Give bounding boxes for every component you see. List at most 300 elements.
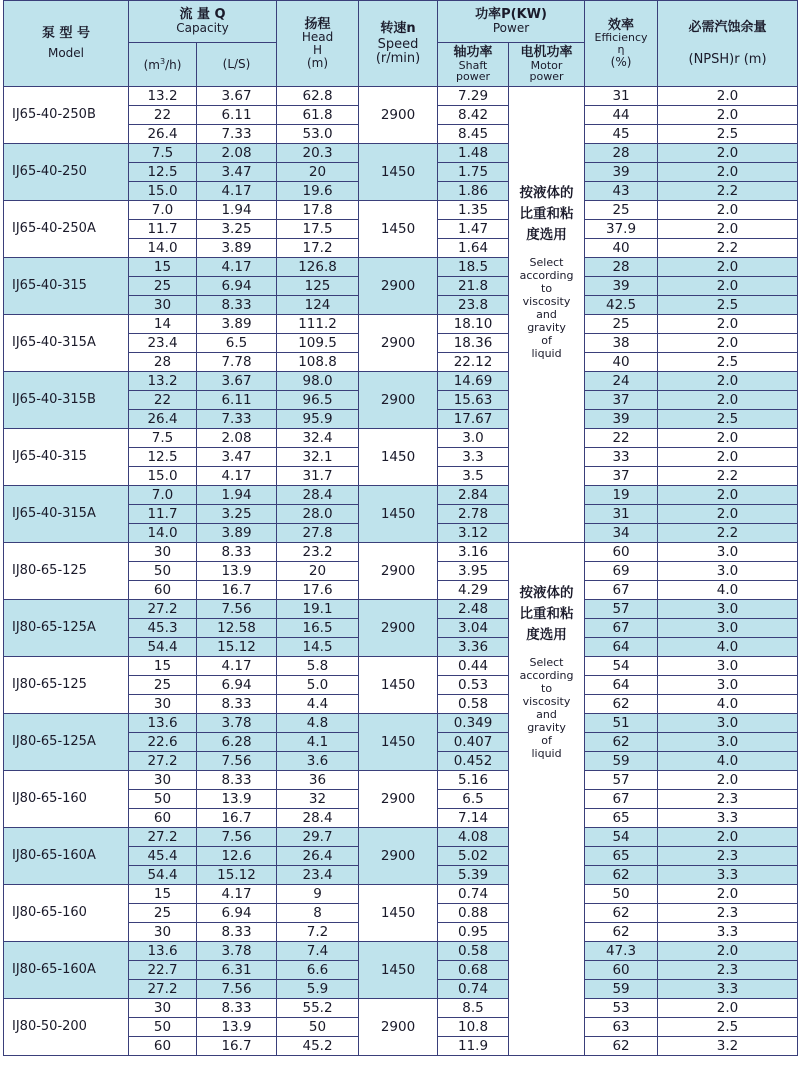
head-cell: 20.3 — [277, 144, 359, 163]
npsh-cell: 2.0 — [658, 144, 798, 163]
capacity-ls-cell: 15.12 — [197, 638, 277, 657]
npsh-cell: 2.0 — [658, 277, 798, 296]
speed-cell: 2900 — [359, 600, 438, 657]
head-cell: 36 — [277, 771, 359, 790]
npsh-cell: 3.2 — [658, 1037, 798, 1056]
efficiency-cell: 67 — [585, 581, 658, 600]
head-cell: 53.0 — [277, 125, 359, 144]
head-cell: 95.9 — [277, 410, 359, 429]
table-header — [4, 1, 798, 87]
shaft-power-cell: 8.45 — [438, 125, 509, 144]
npsh-cell: 2.0 — [658, 258, 798, 277]
efficiency-cell: 62 — [585, 866, 658, 885]
header-motor-en1: Motor — [530, 58, 563, 72]
head-cell: 23.4 — [277, 866, 359, 885]
head-cell: 3.6 — [277, 752, 359, 771]
head-cell: 29.7 — [277, 828, 359, 847]
capacity-m3h-cell: 11.7 — [129, 220, 197, 239]
efficiency-cell: 62 — [585, 695, 658, 714]
npsh-cell: 2.0 — [658, 163, 798, 182]
table-row — [4, 144, 798, 163]
capacity-ls-cell: 6.28 — [197, 733, 277, 752]
header-speed-unit: (r/min) — [375, 50, 421, 66]
shaft-power-cell: 17.67 — [438, 410, 509, 429]
npsh-cell: 2.0 — [658, 315, 798, 334]
capacity-ls-cell: 16.7 — [197, 809, 277, 828]
capacity-ls-cell: 15.12 — [197, 866, 277, 885]
efficiency-cell: 54 — [585, 828, 658, 847]
npsh-cell: 3.0 — [658, 619, 798, 638]
shaft-power-cell: 21.8 — [438, 277, 509, 296]
table-row — [4, 372, 798, 391]
npsh-cell: 2.5 — [658, 353, 798, 372]
capacity-ls-cell: 7.56 — [197, 828, 277, 847]
npsh-cell: 3.3 — [658, 809, 798, 828]
capacity-m3h-cell: 11.7 — [129, 505, 197, 524]
model-cell: IJ65-40-250 — [4, 144, 129, 201]
table-row — [4, 999, 798, 1018]
note-en-word: and — [536, 708, 557, 721]
speed-cell: 2900 — [359, 315, 438, 372]
efficiency-cell: 22 — [585, 429, 658, 448]
speed-cell: 1450 — [359, 657, 438, 714]
note-en-word: viscosity — [522, 695, 571, 708]
capacity-ls-cell: 6.5 — [197, 334, 277, 353]
shaft-power-cell: 1.48 — [438, 144, 509, 163]
capacity-m3h-cell: 15 — [129, 657, 197, 676]
npsh-cell: 2.0 — [658, 448, 798, 467]
npsh-cell: 2.0 — [658, 505, 798, 524]
capacity-ls-cell: 3.89 — [197, 239, 277, 258]
table-row — [4, 771, 798, 790]
capacity-ls-cell: 8.33 — [197, 296, 277, 315]
capacity-m3h-cell: 12.5 — [129, 448, 197, 467]
capacity-ls-cell: 6.31 — [197, 961, 277, 980]
note-zh-line: 比重和粘 — [519, 206, 574, 222]
shaft-power-cell: 1.75 — [438, 163, 509, 182]
npsh-cell: 3.0 — [658, 676, 798, 695]
capacity-ls-cell: 6.94 — [197, 904, 277, 923]
shaft-power-cell: 0.74 — [438, 885, 509, 904]
head-cell: 45.2 — [277, 1037, 359, 1056]
capacity-ls-cell: 12.58 — [197, 619, 277, 638]
head-cell: 5.9 — [277, 980, 359, 999]
header-head — [277, 1, 359, 87]
header-head-en: Head — [301, 30, 334, 45]
head-cell: 5.0 — [277, 676, 359, 695]
note-en-word: to — [541, 282, 553, 295]
efficiency-cell: 43 — [585, 182, 658, 201]
header-motor-power — [509, 43, 585, 87]
shaft-power-cell: 4.08 — [438, 828, 509, 847]
capacity-ls-cell: 8.33 — [197, 923, 277, 942]
npsh-cell: 3.0 — [658, 714, 798, 733]
head-cell: 5.8 — [277, 657, 359, 676]
shaft-power-cell: 0.407 — [438, 733, 509, 752]
head-cell: 20 — [277, 163, 359, 182]
table-row — [4, 315, 798, 334]
shaft-power-cell: 3.16 — [438, 543, 509, 562]
efficiency-cell: 65 — [585, 847, 658, 866]
shaft-power-cell: 0.58 — [438, 942, 509, 961]
table-row — [4, 828, 798, 847]
capacity-m3h-cell: 15.0 — [129, 467, 197, 486]
header-efficiency-symbol: η — [617, 43, 625, 57]
header-head-zh: 扬程 — [304, 16, 331, 32]
npsh-cell: 2.0 — [658, 106, 798, 125]
speed-cell: 1450 — [359, 486, 438, 543]
header-npsh-en: (NPSH)r (m) — [688, 51, 767, 67]
model-cell: IJ65-40-315 — [4, 258, 129, 315]
shaft-power-cell: 0.68 — [438, 961, 509, 980]
capacity-ls-cell: 7.33 — [197, 125, 277, 144]
shaft-power-cell: 18.5 — [438, 258, 509, 277]
capacity-m3h-cell: 13.2 — [129, 87, 197, 106]
table-row — [4, 258, 798, 277]
efficiency-cell: 31 — [585, 505, 658, 524]
head-cell: 32 — [277, 790, 359, 809]
npsh-cell: 4.0 — [658, 581, 798, 600]
capacity-m3h-cell: 22 — [129, 106, 197, 125]
header-efficiency-unit: (%) — [610, 54, 632, 69]
note-en-word: according — [519, 269, 574, 282]
capacity-ls-cell: 3.25 — [197, 505, 277, 524]
note-zh-line: 度选用 — [526, 227, 567, 243]
npsh-cell: 2.0 — [658, 771, 798, 790]
efficiency-cell: 37 — [585, 467, 658, 486]
npsh-cell: 2.2 — [658, 524, 798, 543]
capacity-m3h-cell: 23.4 — [129, 334, 197, 353]
efficiency-cell: 63 — [585, 1018, 658, 1037]
table-row — [4, 201, 798, 220]
header-shaft-power — [438, 43, 509, 87]
capacity-ls-cell: 7.33 — [197, 410, 277, 429]
npsh-cell: 3.0 — [658, 600, 798, 619]
head-cell: 125 — [277, 277, 359, 296]
motor-power-note-bottom — [509, 543, 585, 1056]
shaft-power-cell: 10.8 — [438, 1018, 509, 1037]
shaft-power-cell: 1.64 — [438, 239, 509, 258]
note-en-word: Select — [529, 656, 564, 669]
shaft-power-cell: 8.42 — [438, 106, 509, 125]
capacity-ls-cell: 4.17 — [197, 258, 277, 277]
head-cell: 20 — [277, 562, 359, 581]
note-en-word: according — [519, 669, 574, 682]
unit-ls: (L/S) — [222, 57, 251, 72]
head-cell: 17.2 — [277, 239, 359, 258]
shaft-power-cell: 1.47 — [438, 220, 509, 239]
head-cell: 28.4 — [277, 486, 359, 505]
capacity-m3h-cell: 13.6 — [129, 714, 197, 733]
capacity-ls-cell: 3.25 — [197, 220, 277, 239]
speed-cell: 1450 — [359, 714, 438, 771]
header-capacity-zh: 流 量 Q — [179, 7, 226, 23]
head-cell: 126.8 — [277, 258, 359, 277]
shaft-power-cell: 3.3 — [438, 448, 509, 467]
head-cell: 28.0 — [277, 505, 359, 524]
capacity-m3h-cell: 45.4 — [129, 847, 197, 866]
header-motor-en2: power — [529, 70, 564, 84]
capacity-ls-cell: 16.7 — [197, 1037, 277, 1056]
npsh-cell: 4.0 — [658, 695, 798, 714]
shaft-power-cell: 1.35 — [438, 201, 509, 220]
head-cell: 96.5 — [277, 391, 359, 410]
header-power-en: Power — [492, 21, 530, 36]
capacity-ls-cell: 4.17 — [197, 885, 277, 904]
note-en-word: viscosity — [522, 295, 571, 308]
shaft-power-cell: 3.12 — [438, 524, 509, 543]
capacity-ls-cell: 3.67 — [197, 87, 277, 106]
shaft-power-cell: 3.95 — [438, 562, 509, 581]
shaft-power-cell: 0.88 — [438, 904, 509, 923]
efficiency-cell: 54 — [585, 657, 658, 676]
note-en-word: to — [541, 682, 553, 695]
note-zh-line: 度选用 — [526, 627, 567, 643]
npsh-cell: 2.2 — [658, 239, 798, 258]
capacity-ls-cell: 7.56 — [197, 752, 277, 771]
efficiency-cell: 25 — [585, 315, 658, 334]
header-npsh-zh: 必需汽蚀余量 — [688, 19, 767, 35]
capacity-ls-cell: 3.89 — [197, 315, 277, 334]
efficiency-cell: 39 — [585, 410, 658, 429]
shaft-power-cell: 7.14 — [438, 809, 509, 828]
npsh-cell: 3.3 — [658, 980, 798, 999]
capacity-m3h-cell: 15.0 — [129, 182, 197, 201]
shaft-power-cell: 7.29 — [438, 87, 509, 106]
head-cell: 17.6 — [277, 581, 359, 600]
head-cell: 124 — [277, 296, 359, 315]
capacity-m3h-cell: 22 — [129, 391, 197, 410]
speed-cell: 2900 — [359, 543, 438, 600]
capacity-m3h-cell: 14.0 — [129, 524, 197, 543]
shaft-power-cell: 3.36 — [438, 638, 509, 657]
head-cell: 55.2 — [277, 999, 359, 1018]
capacity-m3h-cell: 7.5 — [129, 144, 197, 163]
efficiency-cell: 62 — [585, 1037, 658, 1056]
head-cell: 28.4 — [277, 809, 359, 828]
speed-cell: 2900 — [359, 372, 438, 429]
head-cell: 50 — [277, 1018, 359, 1037]
model-cell: IJ80-50-200 — [4, 999, 129, 1056]
capacity-m3h-cell: 12.5 — [129, 163, 197, 182]
shaft-power-cell: 15.63 — [438, 391, 509, 410]
capacity-ls-cell: 1.94 — [197, 486, 277, 505]
efficiency-cell: 28 — [585, 144, 658, 163]
capacity-m3h-cell: 14.0 — [129, 239, 197, 258]
npsh-cell: 2.3 — [658, 961, 798, 980]
capacity-m3h-cell: 28 — [129, 353, 197, 372]
capacity-ls-cell: 4.17 — [197, 182, 277, 201]
head-cell: 7.2 — [277, 923, 359, 942]
speed-cell: 1450 — [359, 201, 438, 258]
speed-cell: 2900 — [359, 828, 438, 885]
note-en-word: Select — [529, 256, 564, 269]
npsh-cell: 2.0 — [658, 942, 798, 961]
note-zh-line: 按液体的 — [519, 185, 574, 201]
header-unit-m3h — [129, 43, 197, 87]
efficiency-cell: 39 — [585, 163, 658, 182]
npsh-cell: 4.0 — [658, 752, 798, 771]
model-cell: IJ65-40-250A — [4, 201, 129, 258]
npsh-cell: 2.5 — [658, 1018, 798, 1037]
note-en-word: liquid — [531, 747, 562, 760]
model-cell: IJ65-40-315 — [4, 429, 129, 486]
shaft-power-cell: 0.349 — [438, 714, 509, 733]
capacity-ls-cell: 7.78 — [197, 353, 277, 372]
header-head-unit: (m) — [306, 55, 329, 70]
npsh-cell: 2.5 — [658, 410, 798, 429]
efficiency-cell: 25 — [585, 201, 658, 220]
efficiency-cell: 42.5 — [585, 296, 658, 315]
capacity-m3h-cell: 22.6 — [129, 733, 197, 752]
model-cell: IJ65-40-315B — [4, 372, 129, 429]
shaft-power-cell: 0.53 — [438, 676, 509, 695]
capacity-m3h-cell: 25 — [129, 277, 197, 296]
speed-cell: 1450 — [359, 144, 438, 201]
model-cell: IJ65-40-250B — [4, 87, 129, 144]
head-cell: 14.5 — [277, 638, 359, 657]
npsh-cell: 2.2 — [658, 182, 798, 201]
header-power-zh: 功率P(KW) — [475, 7, 547, 23]
efficiency-cell: 47.3 — [585, 942, 658, 961]
capacity-m3h-cell: 13.6 — [129, 942, 197, 961]
capacity-m3h-cell: 54.4 — [129, 638, 197, 657]
npsh-cell: 2.3 — [658, 790, 798, 809]
capacity-m3h-cell: 26.4 — [129, 125, 197, 144]
efficiency-cell: 57 — [585, 600, 658, 619]
shaft-power-cell: 0.58 — [438, 695, 509, 714]
npsh-cell: 2.3 — [658, 904, 798, 923]
capacity-m3h-cell: 15 — [129, 885, 197, 904]
head-cell: 31.7 — [277, 467, 359, 486]
efficiency-cell: 60 — [585, 543, 658, 562]
head-cell: 98.0 — [277, 372, 359, 391]
capacity-ls-cell: 3.89 — [197, 524, 277, 543]
table-row — [4, 429, 798, 448]
capacity-m3h-cell: 30 — [129, 695, 197, 714]
head-cell: 26.4 — [277, 847, 359, 866]
capacity-ls-cell: 6.11 — [197, 391, 277, 410]
shaft-power-cell: 1.86 — [438, 182, 509, 201]
efficiency-cell: 53 — [585, 999, 658, 1018]
header-unit-ls — [197, 43, 277, 87]
header-npsh — [658, 1, 798, 87]
head-cell: 32.1 — [277, 448, 359, 467]
capacity-m3h-cell: 54.4 — [129, 866, 197, 885]
capacity-ls-cell: 1.94 — [197, 201, 277, 220]
efficiency-cell: 64 — [585, 676, 658, 695]
npsh-cell: 3.0 — [658, 543, 798, 562]
efficiency-cell: 67 — [585, 790, 658, 809]
header-model-en: Model — [47, 46, 85, 61]
efficiency-cell: 67 — [585, 619, 658, 638]
table-row — [4, 600, 798, 619]
efficiency-cell: 45 — [585, 125, 658, 144]
npsh-cell: 2.2 — [658, 467, 798, 486]
efficiency-cell: 33 — [585, 448, 658, 467]
efficiency-cell: 50 — [585, 885, 658, 904]
header-model-zh: 泵 型 号 — [41, 26, 91, 42]
npsh-cell: 2.0 — [658, 429, 798, 448]
efficiency-cell: 38 — [585, 334, 658, 353]
capacity-m3h-cell: 26.4 — [129, 410, 197, 429]
header-motor-zh: 电机功率 — [520, 45, 573, 61]
shaft-power-cell: 5.02 — [438, 847, 509, 866]
speed-cell: 1450 — [359, 429, 438, 486]
capacity-ls-cell: 4.17 — [197, 467, 277, 486]
head-cell: 19.6 — [277, 182, 359, 201]
efficiency-cell: 62 — [585, 904, 658, 923]
capacity-ls-cell: 8.33 — [197, 695, 277, 714]
table-row — [4, 942, 798, 961]
header-model — [4, 1, 129, 87]
shaft-power-cell: 2.84 — [438, 486, 509, 505]
efficiency-cell: 37.9 — [585, 220, 658, 239]
efficiency-cell: 39 — [585, 277, 658, 296]
note-zh-line: 比重和粘 — [519, 606, 574, 622]
head-cell: 4.1 — [277, 733, 359, 752]
model-cell: IJ80-65-125 — [4, 657, 129, 714]
shaft-power-cell: 23.8 — [438, 296, 509, 315]
header-shaft-en2: power — [456, 70, 491, 84]
capacity-m3h-cell: 45.3 — [129, 619, 197, 638]
header-head-symbol: H — [313, 43, 323, 58]
shaft-power-cell: 14.69 — [438, 372, 509, 391]
efficiency-cell: 59 — [585, 752, 658, 771]
capacity-ls-cell: 13.9 — [197, 562, 277, 581]
capacity-m3h-cell: 30 — [129, 543, 197, 562]
npsh-cell: 2.0 — [658, 828, 798, 847]
shaft-power-cell: 4.29 — [438, 581, 509, 600]
note-en-word: and — [536, 308, 557, 321]
model-cell: IJ80-65-125 — [4, 543, 129, 600]
model-cell: IJ80-65-160A — [4, 828, 129, 885]
npsh-cell: 3.0 — [658, 657, 798, 676]
shaft-power-cell: 5.39 — [438, 866, 509, 885]
capacity-ls-cell: 3.78 — [197, 942, 277, 961]
capacity-ls-cell: 2.08 — [197, 144, 277, 163]
model-cell: IJ80-65-160 — [4, 771, 129, 828]
head-cell: 109.5 — [277, 334, 359, 353]
shaft-power-cell: 0.452 — [438, 752, 509, 771]
shaft-power-cell: 3.04 — [438, 619, 509, 638]
header-efficiency — [585, 1, 658, 87]
efficiency-cell: 31 — [585, 87, 658, 106]
motor-power-note-top — [509, 87, 585, 543]
efficiency-cell: 51 — [585, 714, 658, 733]
model-cell: IJ80-65-160 — [4, 885, 129, 942]
capacity-ls-cell: 6.11 — [197, 106, 277, 125]
head-cell: 111.2 — [277, 315, 359, 334]
capacity-m3h-cell: 7.0 — [129, 486, 197, 505]
capacity-m3h-cell: 27.2 — [129, 828, 197, 847]
efficiency-cell: 64 — [585, 638, 658, 657]
npsh-cell: 4.0 — [658, 638, 798, 657]
shaft-power-cell: 3.5 — [438, 467, 509, 486]
capacity-m3h-cell: 50 — [129, 562, 197, 581]
capacity-m3h-cell: 7.5 — [129, 429, 197, 448]
head-cell: 62.8 — [277, 87, 359, 106]
capacity-m3h-cell: 30 — [129, 999, 197, 1018]
table-row — [4, 543, 798, 562]
speed-cell: 1450 — [359, 942, 438, 999]
head-cell: 7.4 — [277, 942, 359, 961]
pump-performance-table — [3, 0, 798, 1056]
npsh-cell: 2.5 — [658, 125, 798, 144]
shaft-power-cell: 0.74 — [438, 980, 509, 999]
header-shaft-en1: Shaft — [458, 58, 488, 72]
npsh-cell: 2.0 — [658, 334, 798, 353]
